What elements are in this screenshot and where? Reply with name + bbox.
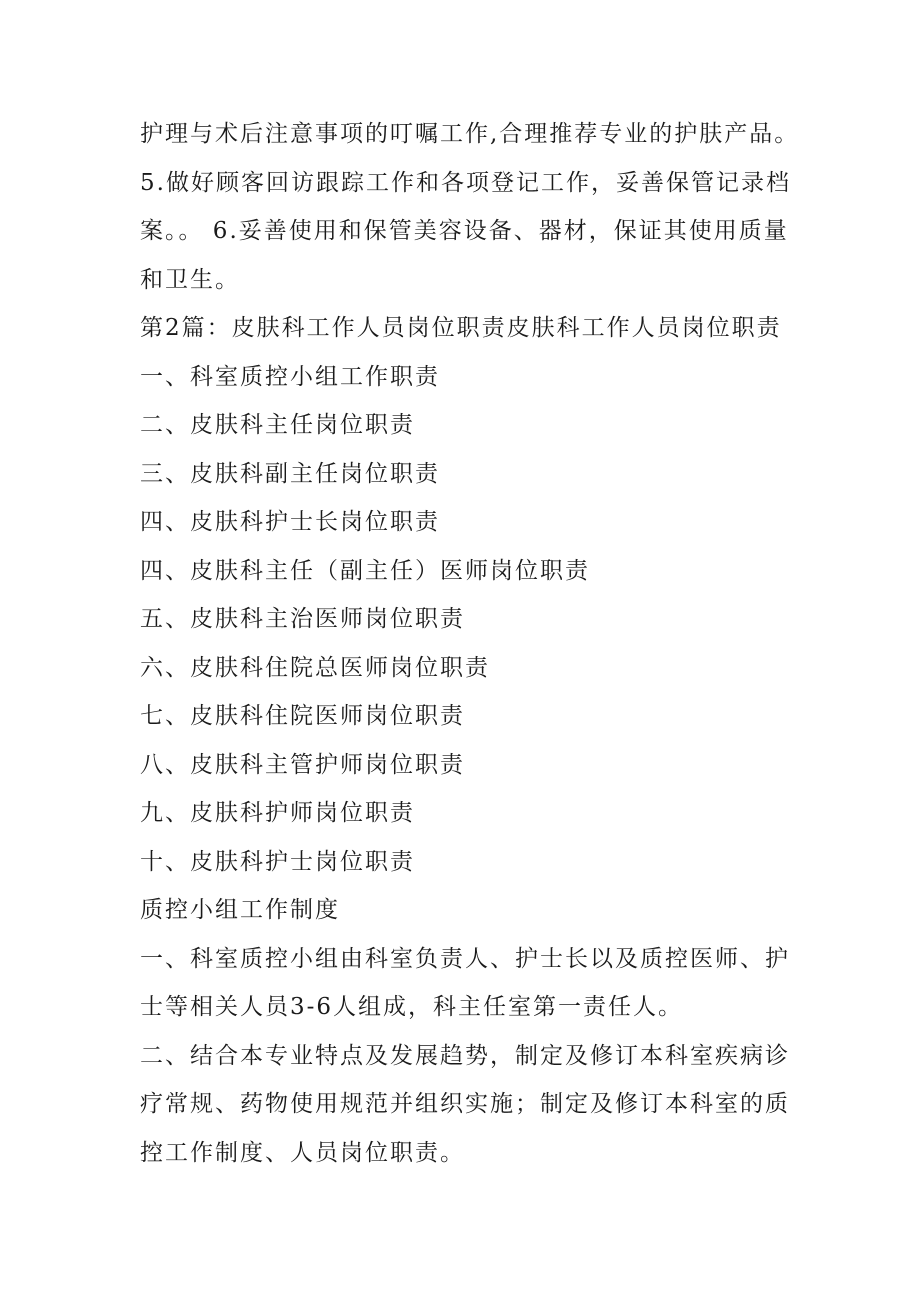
list-item: 三、皮肤科副主任岗位职责 xyxy=(140,460,440,487)
text-line: 二、结合本专业特点及发展趋势，制定及修订本科室疾病诊 xyxy=(140,1042,790,1069)
text-line: 控工作制度、人员岗位职责。 xyxy=(140,1139,465,1166)
section-heading: 第2篇：皮肤科工作人员岗位职责皮肤科工作人员岗位职责 xyxy=(140,315,782,341)
list-item: 十、皮肤科护士岗位职责 xyxy=(140,848,415,875)
text-line: 案。。 6.妥善使用和保管美容设备、器材，保证其使用质量 xyxy=(140,218,789,244)
document-body xyxy=(140,110,840,1177)
list-item: 七、皮肤科住院医师岗位职责 xyxy=(140,703,465,729)
list-item: 九、皮肤科护师岗位职责 xyxy=(140,800,415,826)
list-item: 二、皮肤科主任岗位职责 xyxy=(140,412,415,438)
text-line: 和卫生。 xyxy=(140,266,240,293)
text-line: 疗常规、药物使用规范并组织实施；制定及修订本科室的质 xyxy=(140,1091,790,1117)
text-line: 护理与术后注意事项的叮嘱工作,合理推荐专业的护肤产品。 xyxy=(140,121,800,147)
text-line: 一、科室质控小组由科室负责人、护士长以及质控医师、护 xyxy=(140,945,790,972)
text-line: 5.做好顾客回访跟踪工作和各项登记工作，妥善保管记录档 xyxy=(140,169,791,196)
list-item: 六、皮肤科住院总医师岗位职责 xyxy=(140,654,490,681)
list-item: 一、科室质控小组工作职责 xyxy=(140,363,440,390)
list-item: 四、皮肤科护士长岗位职责 xyxy=(140,509,440,535)
list-item: 八、皮肤科主管护师岗位职责 xyxy=(140,751,465,778)
text-line: 士等相关人员3-6人组成，科主任室第一责任人。 xyxy=(140,994,684,1020)
list-item: 五、皮肤科主治医师岗位职责 xyxy=(140,606,465,632)
list-item: 四、皮肤科主任（副主任）医师岗位职责 xyxy=(140,557,590,584)
subsection-heading: 质控小组工作制度 xyxy=(140,897,340,923)
